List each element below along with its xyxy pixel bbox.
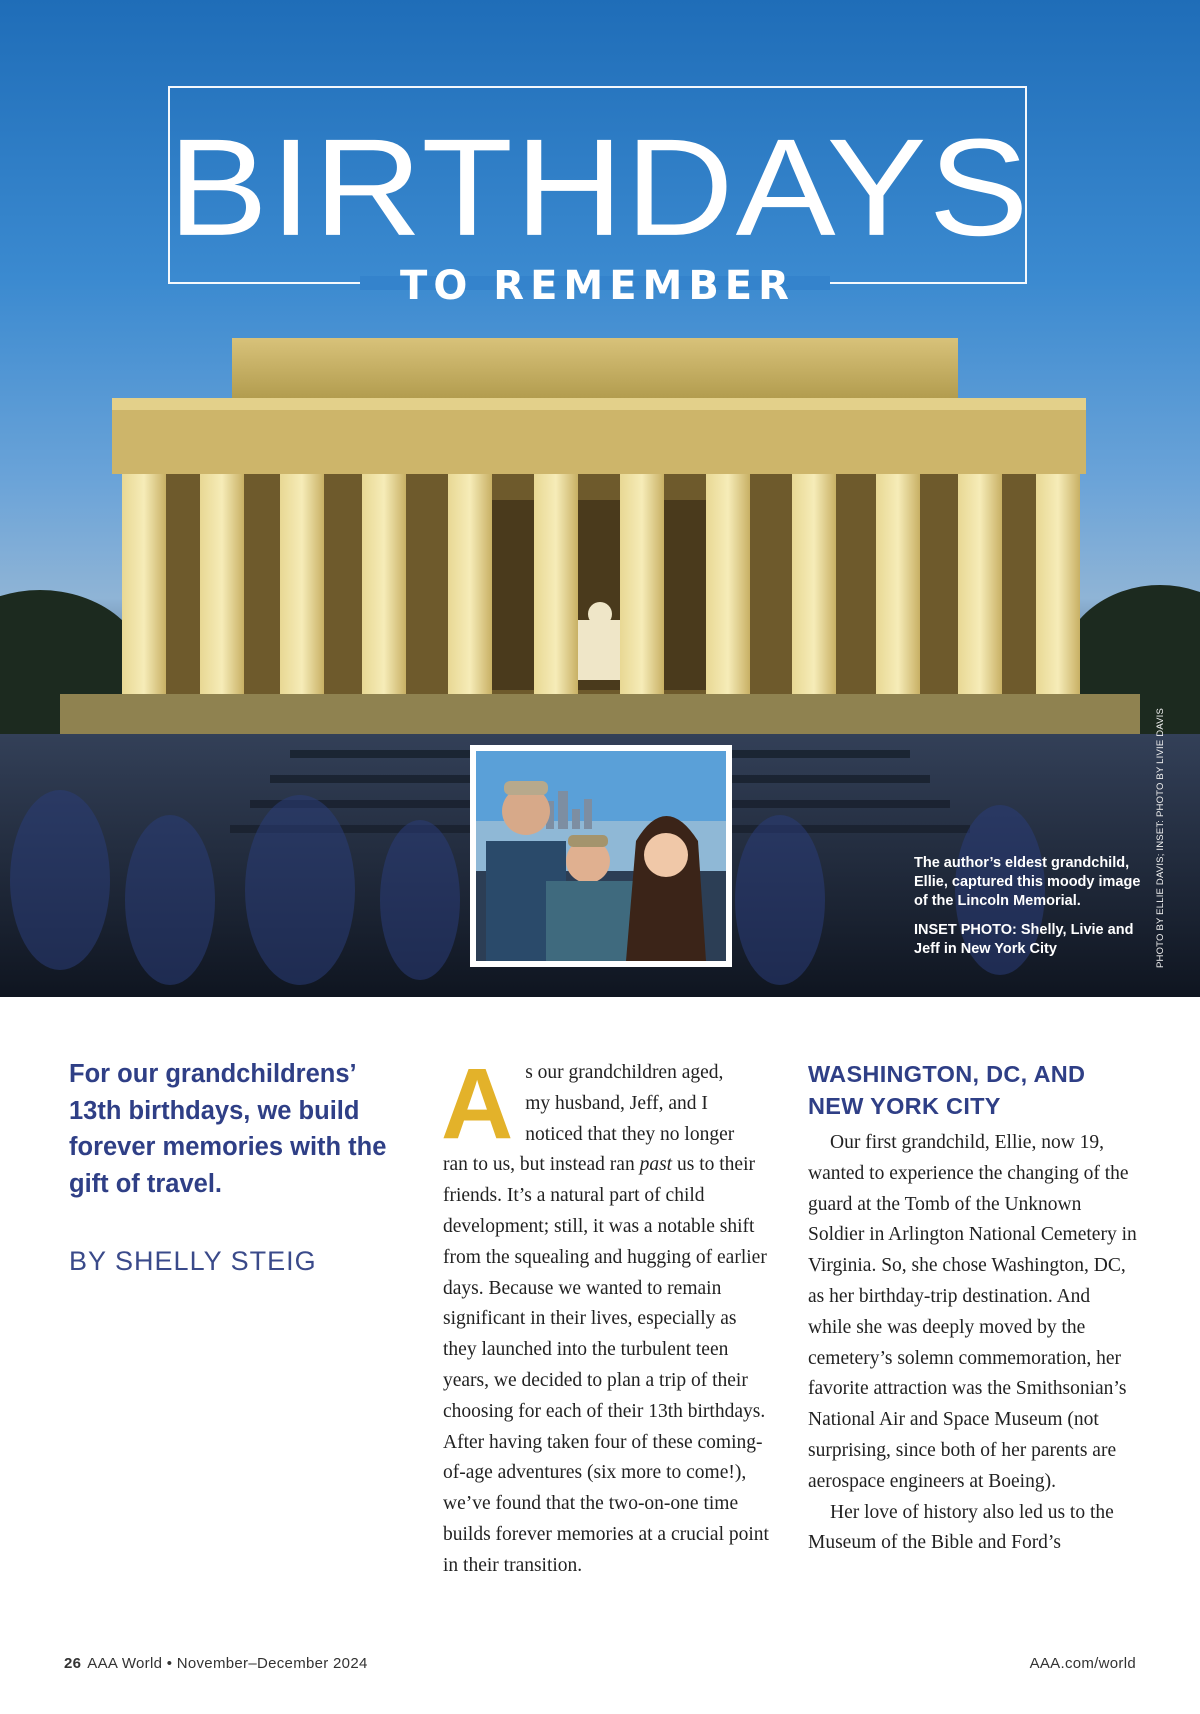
drop-cap: A	[441, 1048, 514, 1160]
website-link[interactable]: AAA.com/world	[1029, 1655, 1136, 1672]
article-column-2	[808, 1128, 1138, 1559]
page-footer-left	[64, 1655, 368, 1672]
emphasis-past: past	[639, 1154, 673, 1176]
opening-line-3: noticed that they no longer	[525, 1123, 735, 1145]
inset-selfie-image	[476, 751, 726, 961]
page-subtitle	[168, 262, 1027, 310]
caption-inset: INSET PHOTO: Shelly, Livie and Jeff in New York City	[914, 922, 1134, 957]
photo-credit: PHOTO BY ELLIE DAVIS; INSET: PHOTO BY LIVIE DAVIS	[1155, 707, 1166, 968]
caption-main: The author’s eldest grandchild, Ellie, captured this moody image of the Lincoln Memorial.	[914, 855, 1141, 909]
page-number: 26	[64, 1655, 82, 1672]
article-column-1	[441, 1048, 773, 1582]
photo-caption	[914, 854, 1144, 969]
opening-line-2: my husband, Jeff, and I	[525, 1092, 708, 1114]
article-paragraph-1	[443, 1150, 773, 1581]
article-paragraph-2: Our first grandchild, Ellie, now 19, wanted to experience the changing of the guard at the Tomb of the Unknown Soldier in Arlington National Cemetery in Virginia. So, she chose Washington, DC, as her birthday-trip destination. And while she was deeply moved by the cemetery’s solemn commemoration, her favorite attraction was the Smithsonian’s National Air and Space Museum (not surprising, since both of her parents are aerospace engineers at Boeing).	[808, 1132, 1137, 1492]
inset-photo	[470, 745, 732, 967]
page-title: BIRTHDAYS	[168, 109, 1031, 265]
article-deck: For our grandchildrens’ 13th birthdays, we build forever memories with the gift of travel.	[69, 1060, 387, 1198]
byline: BY SHELLY STEIG	[69, 1246, 317, 1276]
publication-name: AAA World • November–December 2024	[87, 1655, 368, 1672]
paragraph-text-b: us to their friends. It’s a natural part of child development; still, it was a notable shift from the squealing and hugging of earlier days. Because we wanted to remain significant in their lives, especially as they launched into the turbulent teen years, we decided to plan a trip of their choosing for each of their 13th birthdays. After having taken four of these coming-of-age adventures (six more to come!), we’ve found that the two-on-one time builds forever memories at a crucial point in their transition.	[443, 1154, 769, 1576]
section-heading: WASHINGTON, DC, AND NEW YORK CITY	[808, 1061, 1086, 1119]
opening-line-1: s our grandchildren aged,	[525, 1062, 724, 1083]
page-subtitle-text: TO REMEMBER	[400, 263, 795, 309]
paragraph-text-a: ran to us, but instead ran	[443, 1154, 640, 1176]
article-paragraph-3: Her love of history also led us to the Museum of the Bible and Ford’s	[808, 1501, 1114, 1554]
